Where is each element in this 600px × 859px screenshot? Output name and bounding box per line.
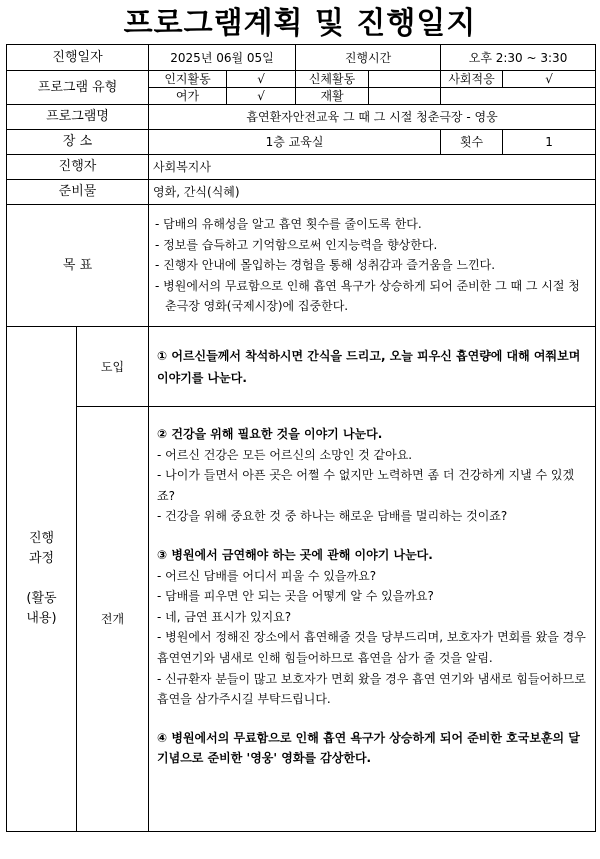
date-label: 진행일자 bbox=[7, 45, 149, 71]
step-3-line: - 네, 금연 표시가 있지요? bbox=[157, 609, 292, 624]
process-label-line: 진행 bbox=[28, 531, 55, 546]
type-physical-check bbox=[369, 71, 441, 88]
type-leisure: 여가 bbox=[149, 88, 227, 105]
page-title: 프로그램계획 및 진행일지 bbox=[123, 6, 477, 41]
date-value: 2025년 06월 05일 bbox=[149, 45, 296, 71]
goal-label: 목 표 bbox=[7, 205, 149, 327]
place-label: 장 소 bbox=[7, 130, 149, 155]
step-2-line: - 건강을 위해 중요한 것 중 하나는 해로운 담배를 멀리하는 것이죠? bbox=[157, 509, 508, 524]
goal-item: - 담배의 유해성을 알고 흡연 횟수를 줄이도록 한다. bbox=[155, 217, 422, 232]
type-physical: 신체활동 bbox=[296, 71, 369, 88]
step-3-line: - 병원에서 정해진 장소에서 흡연해줄 것을 당부드리며, 보호자가 면회를 왔을 경우 흡연연기와 냄새로 인해 힘들어하므로 흡연을 삼가 줄 것을 알림. bbox=[157, 630, 586, 665]
goal-row bbox=[7, 205, 596, 327]
step-3-line: - 신규환자 분들이 많고 보호자가 면회 왔을 경우 흡연 연기와 냄새로 힘들어하므로 흡연을 삼가주시길 부탁드립니다. bbox=[157, 671, 586, 707]
count-value: 1 bbox=[503, 130, 596, 155]
goal-item: - 병원에서의 무료함으로 인해 흡연 욕구가 상승하게 되어 준비한 그 때 그 시절 청춘극장 영화(국제시장)에 집중한다. bbox=[155, 278, 580, 314]
step-4-heading: ④ 병원에서의 무료함으로 인해 흡연 욕구가 상승하게 되어 준비한 호국보훈의 달 기념으로 준비한 '영웅' 영화를 감상한다. bbox=[157, 730, 580, 766]
program-log-table bbox=[6, 44, 596, 832]
main-content bbox=[149, 407, 596, 832]
process-label-line: (활동 bbox=[26, 591, 57, 606]
step-2-line: - 나이가 들면서 아픈 곳은 어쩔 수 없지만 노력하면 좀 더 건강하게 지낼 수 있겠죠? bbox=[157, 468, 575, 503]
time-value: 오후 2:30 ~ 3:30 bbox=[441, 45, 596, 71]
main-label: 전개 bbox=[77, 407, 149, 832]
count-label: 횟수 bbox=[441, 130, 503, 155]
goal-item: - 진행자 안내에 몰입하는 경험을 통해 성취감과 즐거움을 느낀다. bbox=[155, 258, 496, 273]
goal-item: - 정보를 습득하고 기억함으로써 인지능력을 향상한다. bbox=[155, 237, 438, 252]
intro-row bbox=[7, 327, 596, 407]
name-value: 흡연환자안전교육 그 때 그 시절 청춘극장 - 영웅 bbox=[149, 105, 596, 130]
intro-label: 도입 bbox=[77, 327, 149, 407]
prep-label: 준비물 bbox=[7, 180, 149, 205]
step-3-line: - 담배를 피우면 안 되는 곳을 어떻게 알 수 있을까요? bbox=[157, 589, 434, 604]
name-label: 프로그램명 bbox=[7, 105, 149, 130]
type-cognitive: 인지활동 bbox=[149, 71, 227, 88]
leader-value: 사회복지사 bbox=[149, 155, 596, 180]
type-cognitive-check: √ bbox=[227, 71, 296, 88]
step-3-line: - 어르신 담배를 어디서 피울 수 있을까요? bbox=[157, 568, 377, 583]
type-rehab: 재활 bbox=[296, 88, 369, 105]
type-rehab-check bbox=[369, 88, 441, 105]
process-label-line: 내용) bbox=[26, 611, 57, 626]
type-label: 프로그램 유형 bbox=[7, 71, 149, 105]
name-row bbox=[7, 105, 596, 130]
place-row bbox=[7, 130, 596, 155]
main-row bbox=[7, 407, 596, 832]
intro-text: ① 어르신들께서 착석하시면 간식을 드리고, 오늘 피우신 흡연량에 대해 여쭤보며 이야기를 나눈다. bbox=[149, 327, 596, 407]
process-label-line: 과정 bbox=[28, 551, 55, 566]
prep-value: 영화, 간식(식혜) bbox=[149, 180, 596, 205]
type-social-check: √ bbox=[503, 71, 596, 88]
step-2-heading: ② 건강을 위해 필요한 것을 이야기 나눈다. bbox=[157, 427, 383, 441]
type-social: 사회적응 bbox=[441, 71, 503, 88]
prep-row bbox=[7, 180, 596, 205]
goal-list bbox=[149, 205, 596, 327]
step-3-heading: ③ 병원에서 금연해야 하는 곳에 관해 이야기 나눈다. bbox=[157, 547, 433, 562]
time-label: 진행시간 bbox=[296, 45, 441, 71]
leader-row bbox=[7, 155, 596, 180]
type-row-1 bbox=[7, 71, 596, 88]
type-leisure-check: √ bbox=[227, 88, 296, 105]
leader-label: 진행자 bbox=[7, 155, 149, 180]
type-empty bbox=[441, 88, 596, 105]
step-2-line: - 어르신 건강은 모든 어르신의 소망인 것 같아요. bbox=[157, 447, 413, 462]
date-row bbox=[7, 45, 596, 71]
process-label bbox=[7, 327, 77, 832]
place-value: 1층 교육실 bbox=[149, 130, 441, 155]
